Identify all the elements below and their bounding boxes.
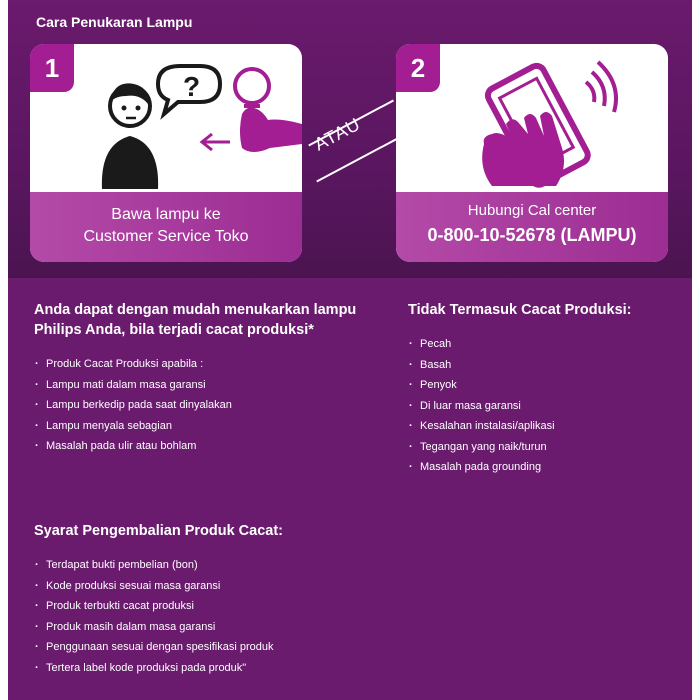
exclusions-heading: Tidak Termasuk Cacat Produksi: bbox=[408, 302, 632, 318]
or-divider bbox=[303, 88, 399, 188]
list-item: · Terdapat bukti pembelian (bon) bbox=[34, 555, 434, 576]
hero-title: Cara Penukaran Lampu bbox=[36, 14, 193, 30]
list-item: · Penyok bbox=[408, 375, 678, 396]
exclusions-section bbox=[408, 300, 678, 478]
step-1-line-1: Bawa lampu ke bbox=[111, 206, 221, 223]
step-1-line-2: Customer Service Toko bbox=[83, 228, 249, 245]
list-item: · Tertera label kode produksi pada produk" bbox=[34, 658, 434, 679]
phone-in-hand-icon bbox=[396, 44, 668, 194]
list-item: · Lampu menyala sebagian bbox=[34, 416, 364, 437]
list-item: · Kesalahan instalasi/aplikasi bbox=[408, 416, 678, 437]
or-label: ATAU bbox=[310, 113, 364, 155]
list-item: · Di luar masa garansi bbox=[408, 396, 678, 417]
list-item: · Kode produksi sesuai masa garansi bbox=[34, 576, 434, 597]
step-2-number: 2 bbox=[396, 44, 440, 92]
customer-with-lamp-icon bbox=[30, 44, 302, 194]
hero-banner bbox=[8, 0, 692, 278]
page bbox=[8, 0, 692, 700]
list-item: · Produk Cacat Produksi apabila : bbox=[34, 354, 364, 375]
list-item: · Penggunaan sesuai dengan spesifikasi produk bbox=[34, 637, 434, 658]
step-1-number: 1 bbox=[30, 44, 74, 92]
step-2-card bbox=[396, 44, 668, 262]
defect-exchange-section bbox=[34, 300, 364, 457]
list-item: · Lampu berkedip pada saat dinyalakan bbox=[34, 395, 364, 416]
defect-criteria-list bbox=[34, 354, 364, 457]
return-terms-section bbox=[34, 521, 434, 678]
list-item: · Lampu mati dalam masa garansi bbox=[34, 375, 364, 396]
list-item: · Tegangan yang naik/turun bbox=[408, 437, 678, 458]
exclusions-list bbox=[408, 334, 678, 478]
step-2-line-1: Hubungi Cal center bbox=[467, 202, 597, 219]
list-item: · Pecah bbox=[408, 334, 678, 355]
list-item: · Masalah pada grounding bbox=[408, 457, 678, 478]
list-item: · Masalah pada ulir atau bohlam bbox=[34, 436, 364, 457]
step-1-caption bbox=[30, 192, 302, 262]
list-item: · Produk masih dalam masa garansi bbox=[34, 617, 434, 638]
return-terms-heading: Syarat Pengembalian Produk Cacat: bbox=[34, 523, 283, 539]
list-item: · Produk terbukti cacat produksi bbox=[34, 596, 434, 617]
list-item: · Basah bbox=[408, 355, 678, 376]
return-terms-list bbox=[34, 555, 434, 678]
svg-text:?: ? bbox=[183, 71, 201, 102]
call-center-number: 0-800-10-52678 (LAMPU) bbox=[427, 225, 637, 245]
step-2-caption bbox=[396, 192, 668, 262]
defect-exchange-heading: Anda dapat dengan mudah menukarkan lampu Philips Anda, bila terjadi cacat produksi* bbox=[34, 302, 357, 338]
step-1-card bbox=[30, 44, 302, 262]
